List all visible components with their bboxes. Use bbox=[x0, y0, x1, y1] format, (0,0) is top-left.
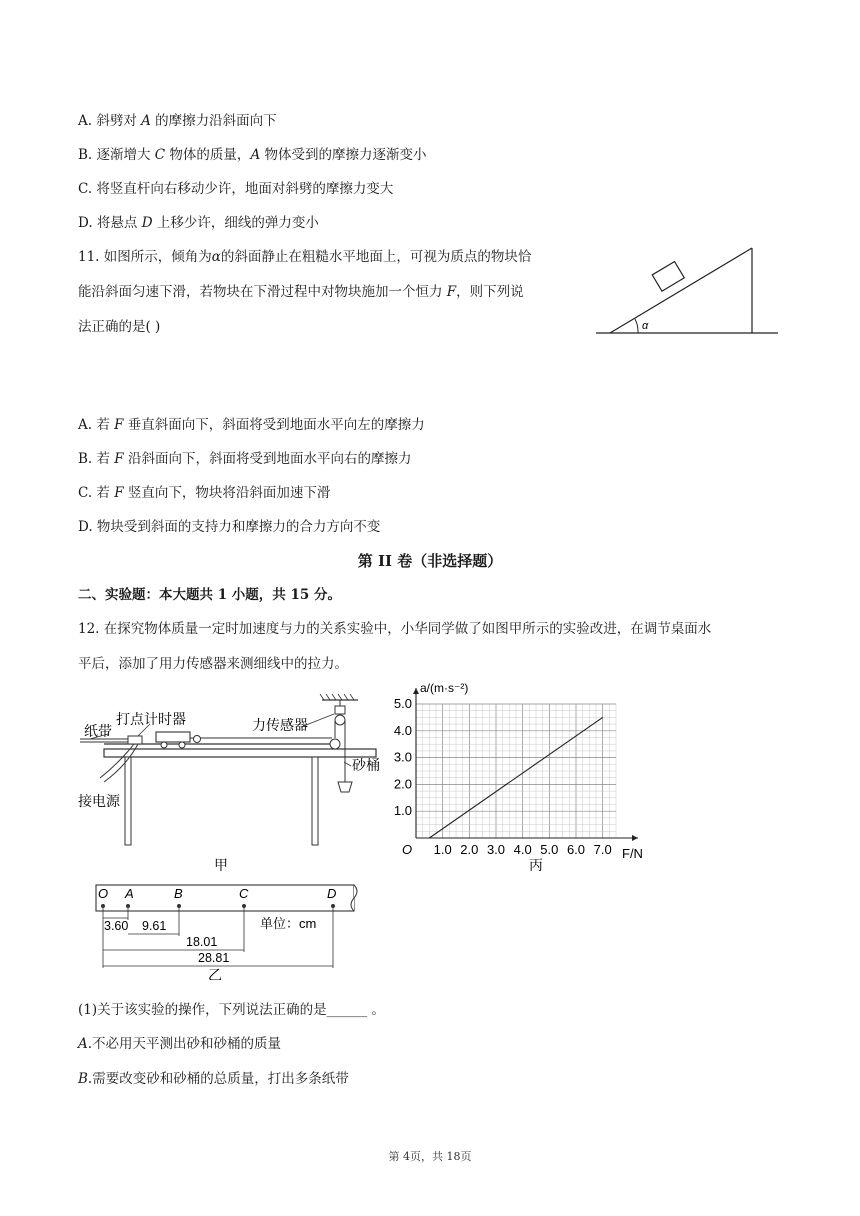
y-axis-arrow bbox=[413, 688, 419, 694]
chart-grid bbox=[416, 704, 616, 838]
q11-option-a: A. 若 F 垂直斜面向下，斜面将受到地面水平向左的摩擦力 bbox=[78, 417, 425, 433]
incline-figure bbox=[592, 238, 782, 340]
angle-alpha-label: α bbox=[642, 320, 649, 332]
x-tick-label: 3.0 bbox=[486, 842, 506, 857]
point-o-label: O bbox=[98, 886, 109, 901]
chart-y-axis-label: a/(m·s⁻²) bbox=[420, 682, 469, 695]
q10-option-c: C. 将竖直杆向右移动少许，地面对斜劈的摩擦力变大 bbox=[78, 181, 394, 197]
apparatus-figure bbox=[76, 692, 386, 882]
chart-caption: 丙 bbox=[529, 857, 543, 873]
q12-stem-line-2: 平后，添加了用力传感器来测细线中的拉力。 bbox=[78, 656, 348, 672]
x-axis-arrow bbox=[632, 835, 638, 841]
chart-origin-label: O bbox=[402, 842, 413, 857]
y-tick-label: 5.0 bbox=[393, 696, 412, 711]
q12-sub1: (1)关于该实验的操作，下列说法正确的是______ 。 bbox=[78, 1002, 385, 1018]
dim-ac-label: 18.01 bbox=[186, 935, 218, 949]
a-f-chart bbox=[390, 682, 660, 878]
q12-sub1-option-a: A.不必用天平测出砂和砂桶的质量 bbox=[78, 1036, 282, 1052]
q12-stem-line-1: 12. 在探究物体质量一定时加速度与力的关系实验中，小华同学做了如图甲所示的实验改进，在调节桌面水 bbox=[78, 621, 712, 637]
point-c-label: C bbox=[239, 886, 249, 901]
y-tick-label: 3.0 bbox=[393, 749, 412, 765]
figure-yi-caption: 乙 bbox=[208, 967, 222, 980]
q10-option-d: D. 将悬点 D 上移少许，细线的弹力变小 bbox=[78, 215, 319, 231]
y-tick-label: 2.0 bbox=[393, 776, 412, 792]
q11-stem-line-3: 法正确的是( ) bbox=[78, 319, 161, 335]
y-tick-label: 1.0 bbox=[393, 803, 412, 819]
x-tick-label: 2.0 bbox=[460, 842, 479, 857]
timer-label: 打点计时器 bbox=[116, 711, 186, 727]
tape-label: 纸带 bbox=[84, 723, 112, 739]
dim-od-label: 28.81 bbox=[198, 951, 230, 965]
q10-option-a: A. 斜劈对 A 的摩擦力沿斜面向下 bbox=[78, 113, 277, 129]
tape-figure bbox=[90, 880, 370, 980]
sensor-label: 力传感器 bbox=[252, 717, 308, 733]
x-tick-label: 7.0 bbox=[593, 842, 612, 857]
q12-sub1-option-b: B.需要改变砂和砂桶的总质量，打出多条纸带 bbox=[78, 1071, 349, 1087]
bucket-label: 砂桶 bbox=[352, 757, 380, 773]
q11-option-d: D. 物块受到斜面的支持力和摩擦力的合力方向不变 bbox=[78, 519, 381, 535]
q10-option-b: B. 逐渐增大 C 物体的质量，A 物体受到的摩擦力逐渐变小 bbox=[78, 147, 427, 163]
tape-unit: 单位：cm bbox=[260, 916, 317, 931]
x-tick-label: 1.0 bbox=[433, 842, 452, 857]
dim-ab-label: 9.61 bbox=[142, 919, 167, 933]
q11-option-c: C. 若 F 竖直向下，物块将沿斜面加速下滑 bbox=[78, 485, 331, 501]
y-tick-label: 4.0 bbox=[393, 722, 412, 738]
page-footer: 第 4页，共 18页 bbox=[388, 1150, 472, 1163]
x-tick-label: 4.0 bbox=[513, 842, 532, 857]
section-title: 第 II 卷（非选择题） bbox=[357, 552, 503, 570]
point-a-label: A bbox=[125, 886, 134, 901]
point-b-label: B bbox=[174, 886, 183, 901]
chart-x-axis-label: F/N bbox=[622, 846, 643, 861]
figure-jia-caption: 甲 bbox=[214, 857, 228, 873]
x-tick-label: 5.0 bbox=[540, 842, 559, 857]
point-d-label: D bbox=[327, 886, 337, 901]
q11-stem-line-1: 11. 如图所示，倾角为α的斜面静止在粗糙水平地面上，可视为质点的物块恰 bbox=[78, 249, 532, 265]
power-label: 接电源 bbox=[78, 793, 120, 809]
q11-stem-line-2: 能沿斜面匀速下滑，若物块在下滑过程中对物块施加一个恒力 F，则下列说 bbox=[78, 284, 524, 300]
q11-option-b: B. 若 F 沿斜面向下，斜面将受到地面水平向右的摩擦力 bbox=[78, 451, 412, 467]
section-heading: 二、实验题：本大题共 1 小题，共 15 分。 bbox=[78, 587, 341, 603]
x-tick-label: 6.0 bbox=[566, 842, 586, 857]
dim-oa-label: 3.60 bbox=[104, 919, 129, 933]
